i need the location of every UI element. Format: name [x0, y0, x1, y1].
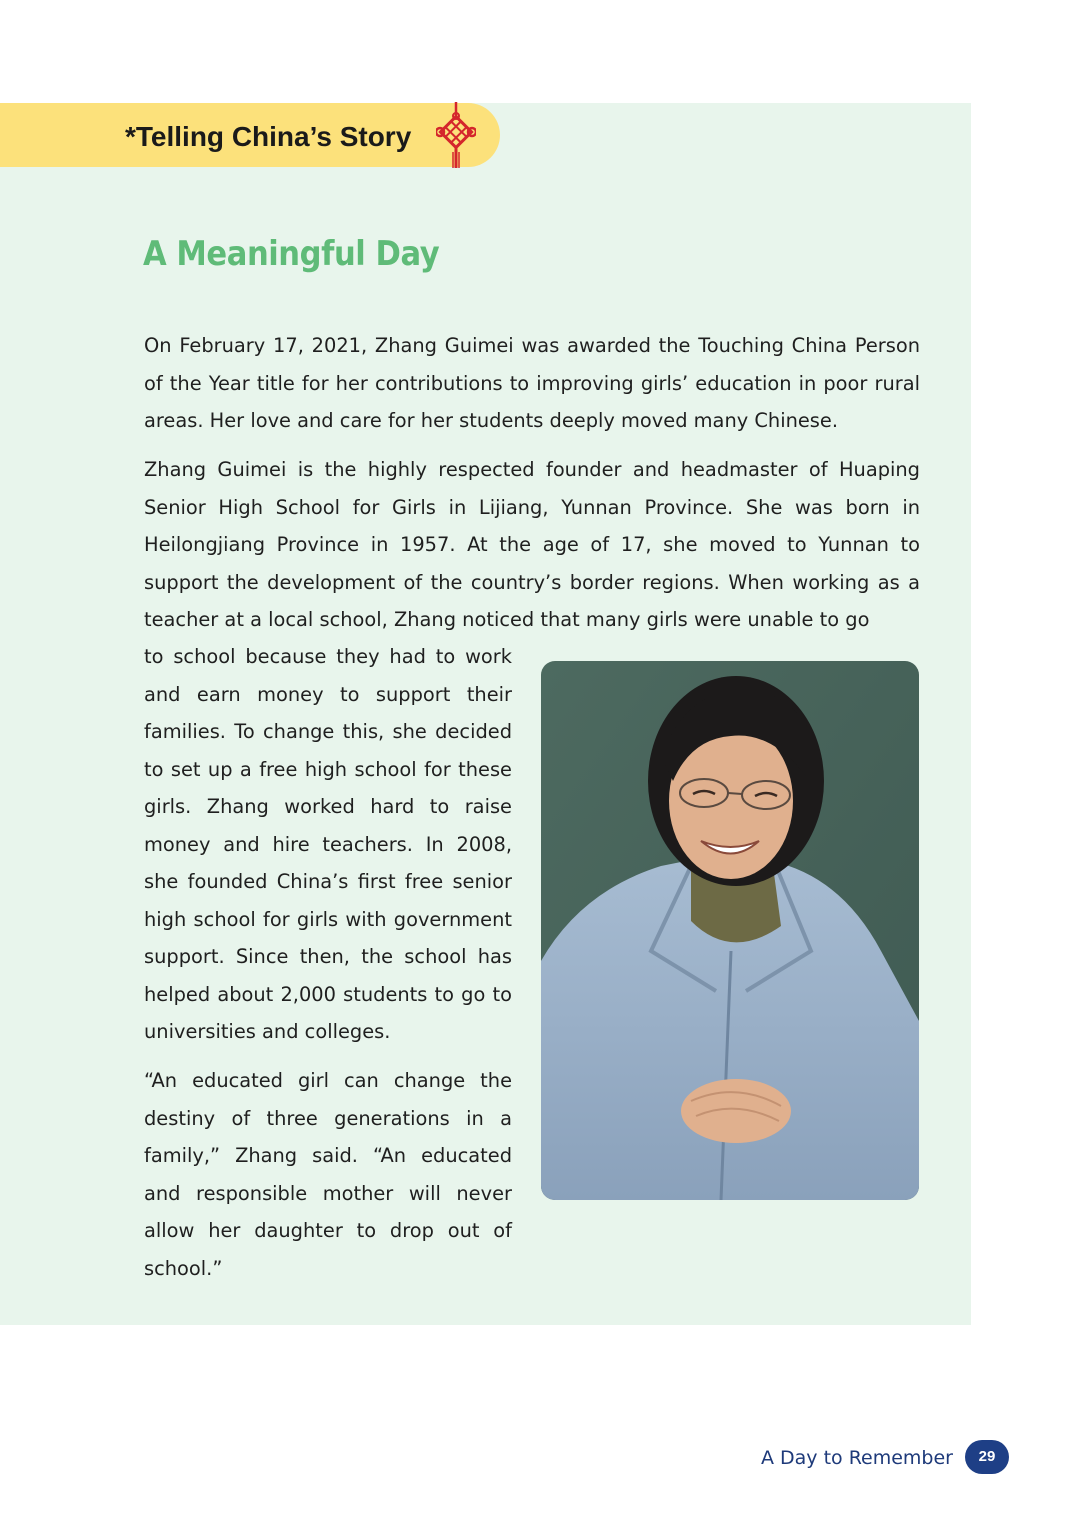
article-title: A Meaningful Day — [143, 234, 440, 274]
page-number-badge: 29 — [965, 1440, 1009, 1474]
article-paragraph-3: to school because they had to work and earn money to support their families. To change this, she decided to set up a free high school for these girls. Zhang worked hard to raise money and hire teachers. In 2008, she founded China’s first free senior high school for girls with government support. Since then, the school has helped about 2,000 students to go to universities and colleges. — [144, 645, 512, 1043]
article-paragraph-2: Zhang Guimei is the highly respected founder and headmaster of Huaping Senior High School for Girls in Lijiang, Yunnan Province. She was born in Heilongjiang Province in 1957. At the age of 17, she moved to Yunnan to support the development of the country’s border regions. When working as a teacher at a local school, Zhang noticed that many girls were unable to go — [144, 458, 920, 631]
section-banner-label: *Telling China’s Story — [125, 121, 412, 152]
portrait-photo — [541, 661, 919, 1200]
article-paragraph-4: “An educated girl can change the destiny of three generations in a family,” Zhang said. “An educated and responsible mother will never allow her daughter to drop out of school.” — [144, 1069, 512, 1280]
footer-book-title: A Day to Remember — [760, 1447, 953, 1469]
article-paragraph-1: On February 17, 2021, Zhang Guimei was awarded the Touching China Person of the Year title for her contributions to improving girls’ education in poor rural areas. Her love and care for her students deeply moved many Chinese. — [144, 334, 920, 432]
chinese-knot-icon — [436, 102, 476, 168]
